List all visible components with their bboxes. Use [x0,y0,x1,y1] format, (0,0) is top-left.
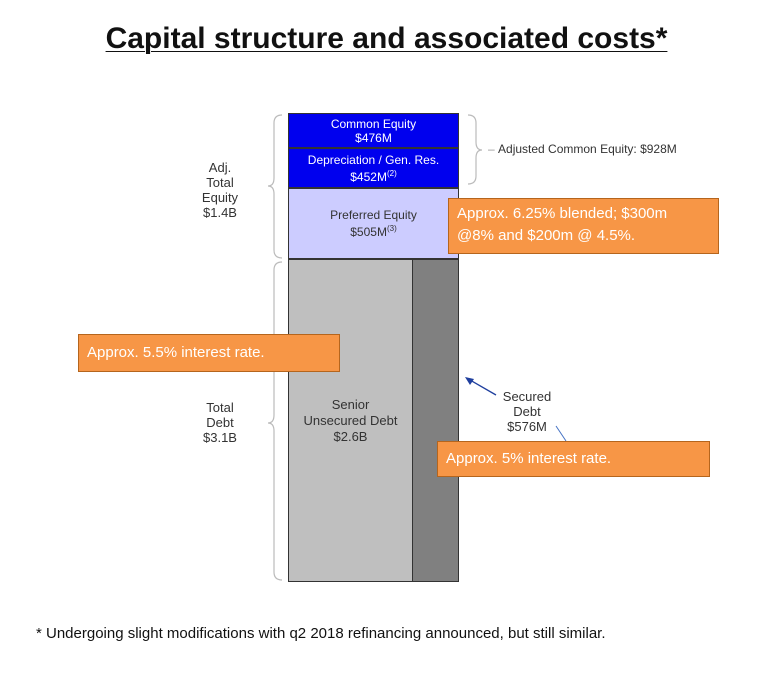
common-bracket [468,115,482,184]
senior-rate-callout: Approx. 5.5% interest rate. [78,334,340,372]
depreciation-note: (2) [386,168,397,178]
preferred-equity-note: (3) [386,224,397,233]
debt-bracket [268,262,282,580]
debt-bracket-label: Total Debt $3.1B [190,400,250,445]
debt-total-value: $3.1B [203,430,237,445]
equity-bracket-label: Adj. Total Equity $1.4B [190,160,250,220]
senior-unsecured-value: $2.6B [333,428,368,444]
page-title: Capital structure and associated costs* [105,22,668,55]
equity-bracket [268,115,282,258]
common-equity-value: $476M [355,130,392,145]
preferred-equity-value: $505M [350,225,387,239]
senior-unsecured-label-1: Senior [331,396,370,412]
depreciation-label: Depreciation / Gen. Res. [307,152,440,167]
arrow-head-icon [465,377,474,385]
preferred-equity-label: Preferred Equity [330,208,417,222]
preferred-equity-segment [288,188,459,259]
footnote: * Undergoing slight modifications with q2 2018 refinancing announced, but still similar. [36,625,606,642]
depreciation-value: $452M [350,169,387,184]
secured-debt-label: Secured Debt $576M [492,389,562,434]
common-equity-segment [288,113,459,148]
senior-unsecured-segment [288,259,413,582]
adjusted-common-label: – Adjusted Common Equity: $928M [488,142,677,156]
depreciation-segment [288,148,459,188]
senior-unsecured-label-2: Unsecured Debt [303,412,398,428]
secured-rate-callout: Approx. 5% interest rate. [437,441,710,477]
secured-debt-value: $576M [507,419,547,434]
equity-total-value: $1.4B [203,205,237,220]
common-equity-label: Common Equity [330,116,417,131]
secured-debt-segment [412,259,459,582]
preferred-rate-callout: Approx. 6.25% blended; $300m @8% and $200m @ 4.5%. [448,198,719,254]
